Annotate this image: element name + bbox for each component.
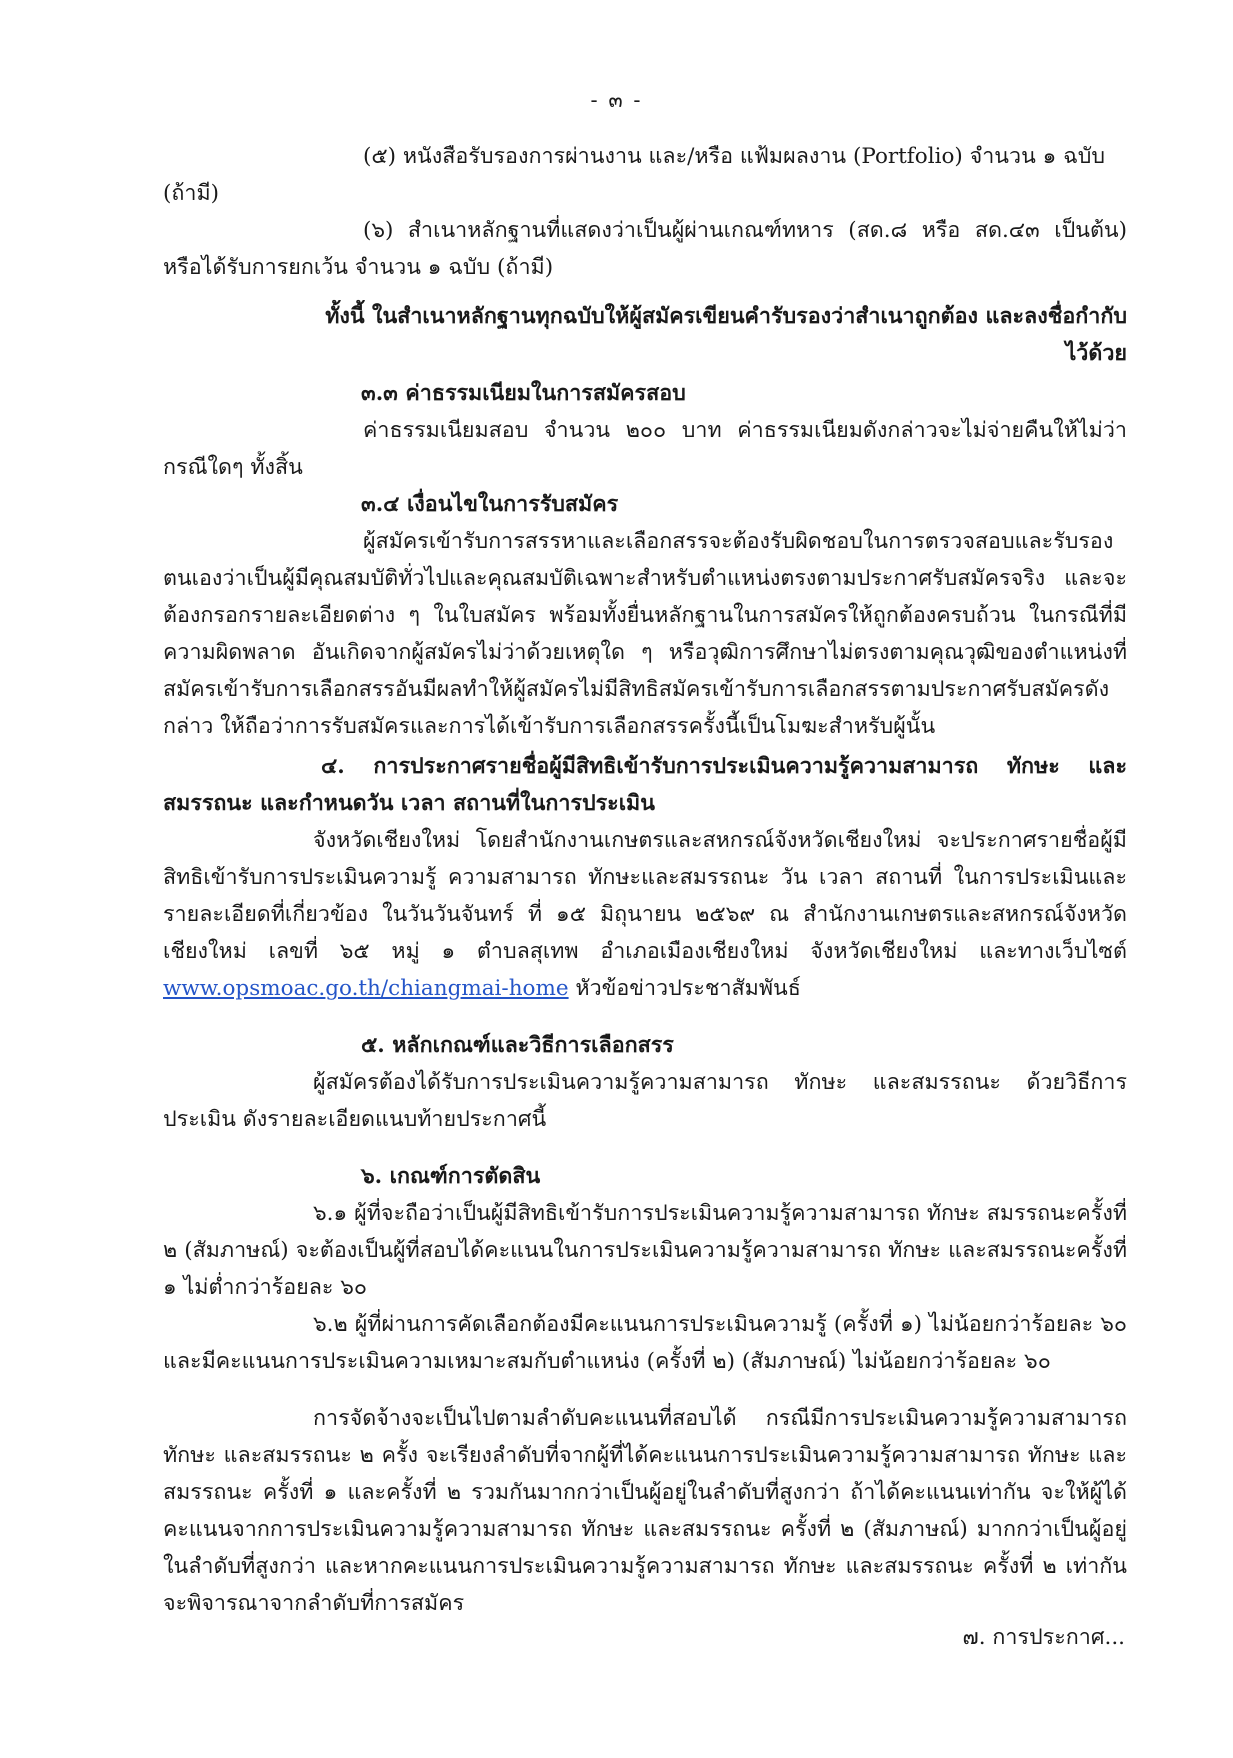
section-4-body-text: จังหวัดเชียงใหม่ โดยสำนักงานเกษตรและสหกรณ์จังหวัดเชียงใหม่ จะประกาศรายชื่อผู้มีสิทธิเข้ารับการประเมินความรู้ ความสามารถ ทักษะและสมรรถนะ วัน เวลา สถานที่ ในการประเมินและรายละเอียดที่เกี่ยวข้อง ในวันวันจันทร์ ที่ ๑๕ มิถุนายน ๒๕๖๙ ณ สำนักงานเกษตรและสหกรณ์จังหวัดเชียงใหม่ เลขที่ ๖๕ หมู่ ๑ ตำบลสุเทพ อำเภอเมืองเชียงใหม่ จังหวัดเชียงใหม่ และทางเว็บไซต์ bbox=[163, 828, 1127, 964]
section-4-heading: ๔. การประกาศรายชื่อผู้มีสิทธิเข้ารับการประเมินความรู้ความสามารถ ทักษะ และสมรรถนะ และกำหนดวัน เวลา สถานที่ในการประเมิน bbox=[163, 754, 1127, 816]
certify-note: ทั้งนี้ ในสำเนาหลักฐานทุกฉบับให้ผู้สมัครเขียนคำรับรองว่าสำเนาถูกต้อง และลงชื่อกำกับไว้ด้วย bbox=[325, 304, 1127, 366]
item-6: (๖) สำเนาหลักฐานที่แสดงว่าเป็นผู้ผ่านเกณฑ์ทหาร (สด.๘ หรือ สด.๔๓ เป็นต้น) หรือได้รับการยกเว้น จำนวน ๑ ฉบับ (ถ้ามี) bbox=[163, 218, 1127, 280]
next-page-marker: ๗. การประกาศ... bbox=[962, 1625, 1125, 1650]
section-6-heading: ๖. เกณฑ์การตัดสิน bbox=[361, 1164, 541, 1189]
document-body bbox=[163, 138, 1127, 1622]
website-link[interactable]: www.opsmoac.go.th/chiangmai-home bbox=[163, 976, 569, 1001]
employment-order: การจัดจ้างจะเป็นไปตามลำดับคะแนนที่สอบได้ กรณีมีการประเมินความรู้ความสามารถ ทักษะ และสมรรถนะ ๒ ครั้ง จะเรียงลำดับที่จากผู้ที่ได้คะแนนการประเมินความรู้ความสามารถ ทักษะ และสมรรถนะ ครั้งที่ ๑ และครั้งที่ ๒ รวมกันมากกว่าเป็นผู้อยู่ในลำดับที่สูงกว่า ถ้าได้คะแนนเท่ากัน จะให้ผู้ได้คะแนนจากการประเมินความรู้ความสามารถ ทักษะ และสมรรถนะ ครั้งที่ ๒ (สัมภาษณ์) มากกว่าเป็นผู้อยู่ในลำดับที่สูงกว่า และหากคะแนนการประเมินความรู้ความสามารถ ทักษะ และสมรรถนะ ครั้งที่ ๒ เท่ากันจะพิจารณาจากลำดับที่การสมัคร bbox=[163, 1406, 1127, 1616]
section-5-heading: ๕. หลักเกณฑ์และวิธีการเลือกสรร bbox=[361, 1033, 674, 1058]
section-6-1: ๖.๑ ผู้ที่จะถือว่าเป็นผู้มีสิทธิเข้ารับการประเมินความรู้ความสามารถ ทักษะ สมรรถนะครั้งที่ ๒ (สัมภาษณ์) จะต้องเป็นผู้ที่สอบได้คะแนนในการประเมินความรู้ความสามารถ ทักษะ และสมรรถนะครั้งที่ ๑ ไม่ต่ำกว่าร้อยละ ๖๐ bbox=[163, 1201, 1127, 1300]
page-number: - ๓ - bbox=[590, 88, 643, 112]
section-3-4-body: ผู้สมัครเข้ารับการสรรหาและเลือกสรรจะต้องรับผิดชอบในการตรวจสอบและรับรองตนเองว่าเป็นผู้มีคุณสมบัติทั่วไปและคุณสมบัติเฉพาะสำหรับตำแหน่งตรงตามประกาศรับสมัครจริง และจะต้องกรอกรายละเอียดต่าง ๆ ในใบสมัคร พร้อมทั้งยื่นหลักฐานในการสมัครให้ถูกต้องครบถ้วน ในกรณีที่มีความผิดพลาด อันเกิดจากผู้สมัครไม่ว่าด้วยเหตุใด ๆ หรือวุฒิการศึกษาไม่ตรงตามคุณวุฒิของตำแหน่งที่สมัครเข้ารับการเลือกสรรอันมีผลทำให้ผู้สมัครไม่มีสิทธิสมัครเข้ารับการเลือกสรรตามประกาศรับสมัครดังกล่าว ให้ถือว่าการรับสมัครและการได้เข้ารับการเลือกสรรครั้งนี้เป็นโมฆะสำหรับผู้นั้น bbox=[163, 529, 1127, 739]
section-4-body bbox=[163, 822, 1127, 1007]
section-5-body: ผู้สมัครต้องได้รับการประเมินความรู้ความสามารถ ทักษะ และสมรรถนะ ด้วยวิธีการประเมิน ดังรายละเอียดแนบท้ายประกาศนี้ bbox=[163, 1070, 1127, 1132]
section-3-3-body: ค่าธรรมเนียมสอบ จำนวน ๒๐๐ บาท ค่าธรรมเนียมดังกล่าวจะไม่จ่ายคืนให้ไม่ว่ากรณีใดๆ ทั้งสิ้น bbox=[163, 418, 1127, 480]
section-3-4-heading: ๓.๔ เงื่อนไขในการรับสมัคร bbox=[361, 492, 619, 517]
item-5: (๕) หนังสือรับรองการผ่านงาน และ/หรือ แฟ้มผลงาน (Portfolio) จำนวน ๑ ฉบับ (ถ้ามี) bbox=[163, 144, 1106, 206]
section-3-3-heading: ๓.๓ ค่าธรรมเนียมในการสมัครสอบ bbox=[361, 381, 686, 406]
section-6-2: ๖.๒ ผู้ที่ผ่านการคัดเลือกต้องมีคะแนนการประเมินความรู้ (ครั้งที่ ๑) ไม่น้อยกว่าร้อยละ ๖๐ และมีคะแนนการประเมินความเหมาะสมกับตำแหน่ง (ครั้งที่ ๒) (สัมภาษณ์) ไม่น้อยกว่าร้อยละ ๖๐ bbox=[163, 1312, 1127, 1374]
section-4-body-end: หัวข้อข่าวประชาสัมพันธ์ bbox=[568, 976, 801, 1001]
